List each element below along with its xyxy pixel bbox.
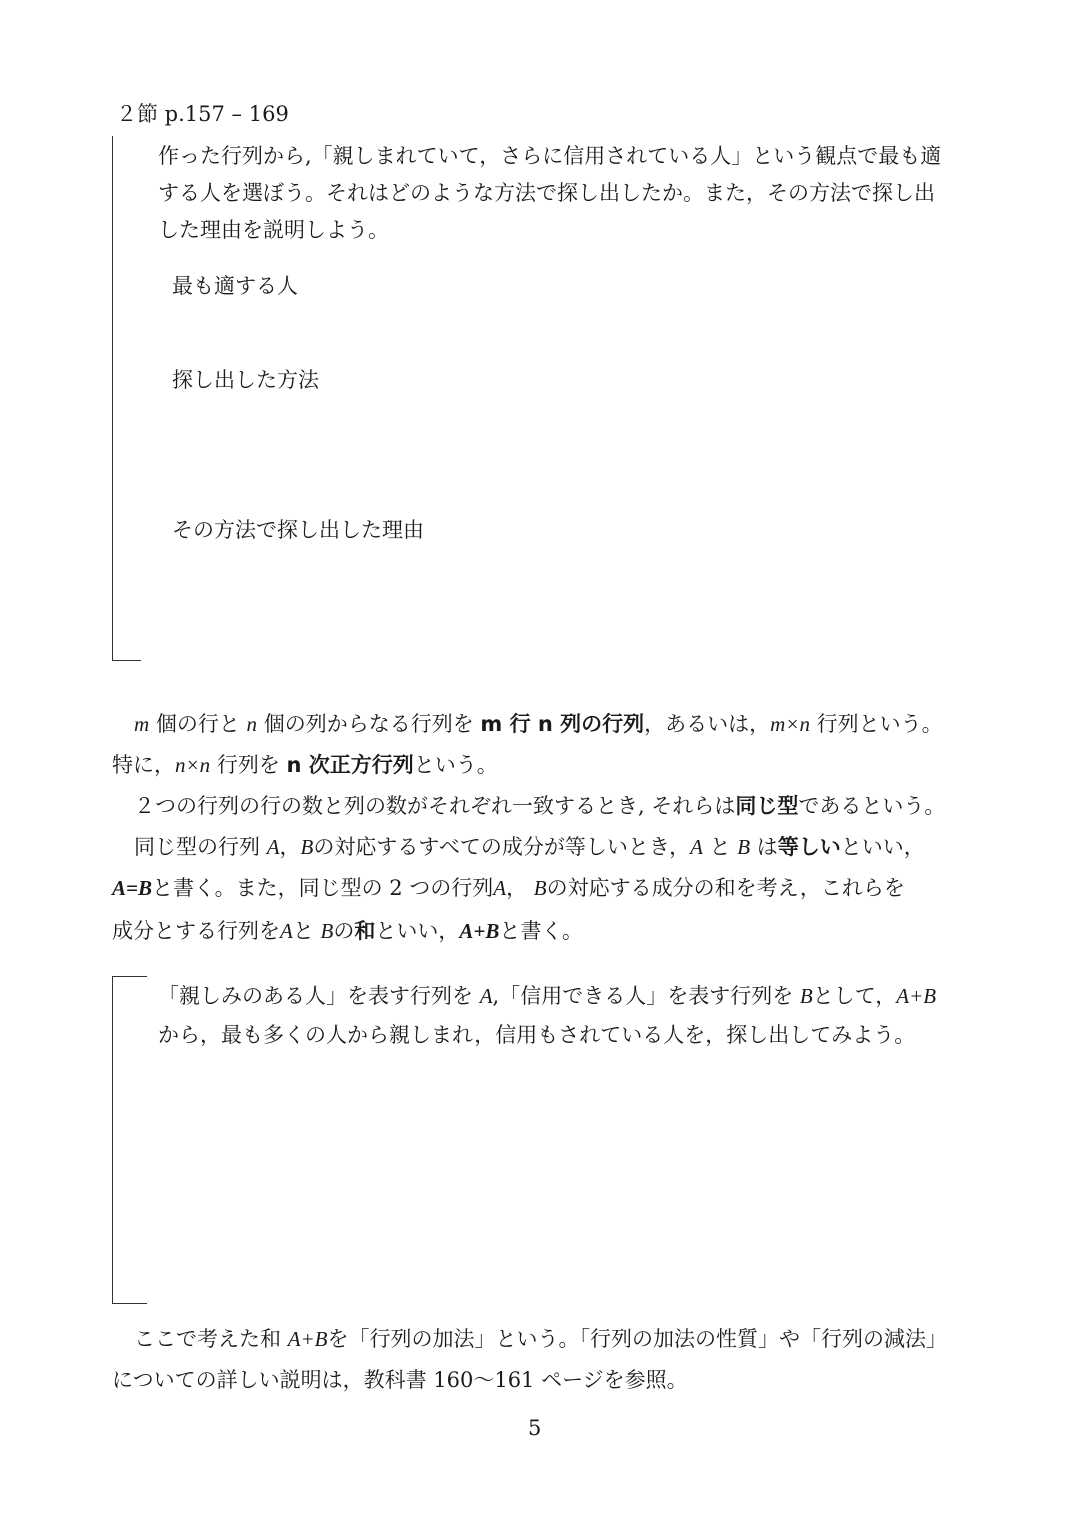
page-number: 5 [528, 1416, 542, 1440]
task1-label-reason: その方法で探し出した理由 [172, 518, 424, 542]
definition-line-1: m 個の行と n 個の列からなる行列を m 行 n 列の行列，あるいは，m×n 行列という。 [134, 712, 943, 736]
definition-line-2: 特に，n×n 行列を n 次正方行列という。 [112, 753, 498, 777]
term-m-by-n-matrix: m 行 n 列の行列 [480, 712, 645, 736]
definition-line-6: 成分とする行列をAと Bの和といい，A+Bと書く。 [112, 919, 583, 943]
definition-line-4: 同じ型の行列 A，Bの対応するすべての成分が等しいとき，A と B は等しいといい， [134, 835, 925, 859]
task1-label-best-person: 最も適する人 [172, 274, 298, 298]
note-line-1: ここで考えた和 A+Bを「行列の加法」という。「行列の加法の性質」や「行列の減法」 [134, 1327, 948, 1351]
task1-line-1: 作った行列から,「親しまれていて，さらに信用されている人」という観点で最も適 [158, 144, 942, 168]
term-equal: 等しい [777, 835, 841, 859]
term-sum: 和 [354, 919, 376, 943]
task1-bracket [112, 136, 141, 661]
task2-bracket [112, 976, 147, 1304]
task1-label-method: 探し出した方法 [172, 368, 319, 392]
task1-line-2: する人を選ぼう。それはどのような方法で探し出したか。また，その方法で探し出 [158, 181, 935, 205]
term-same-type: 同じ型 [735, 794, 799, 818]
definition-line-3: ２つの行列の行の数と列の数がそれぞれ一致するとき, それらは同じ型であるという。 [134, 794, 946, 818]
task1-line-3: した理由を説明しよう。 [158, 218, 389, 242]
definition-line-5: A=Bと書く。また，同じ型の 2 つの行列A， Bの対応する成分の和を考え，これらを [112, 876, 905, 900]
task2-line-2: から，最も多くの人から親しまれ，信用もされている人を，探し出してみよう。 [158, 1023, 916, 1047]
term-square-matrix: n 次正方行列 [286, 753, 414, 777]
note-line-2: についての詳しい説明は，教科書 160〜161 ページを参照。 [112, 1368, 688, 1392]
section-header: ２節 p.157 – 169 [116, 102, 289, 126]
task2-line-1: 「親しみのある人」を表す行列を A,「信用できる人」を表す行列を Bとして，A+B [158, 984, 937, 1008]
